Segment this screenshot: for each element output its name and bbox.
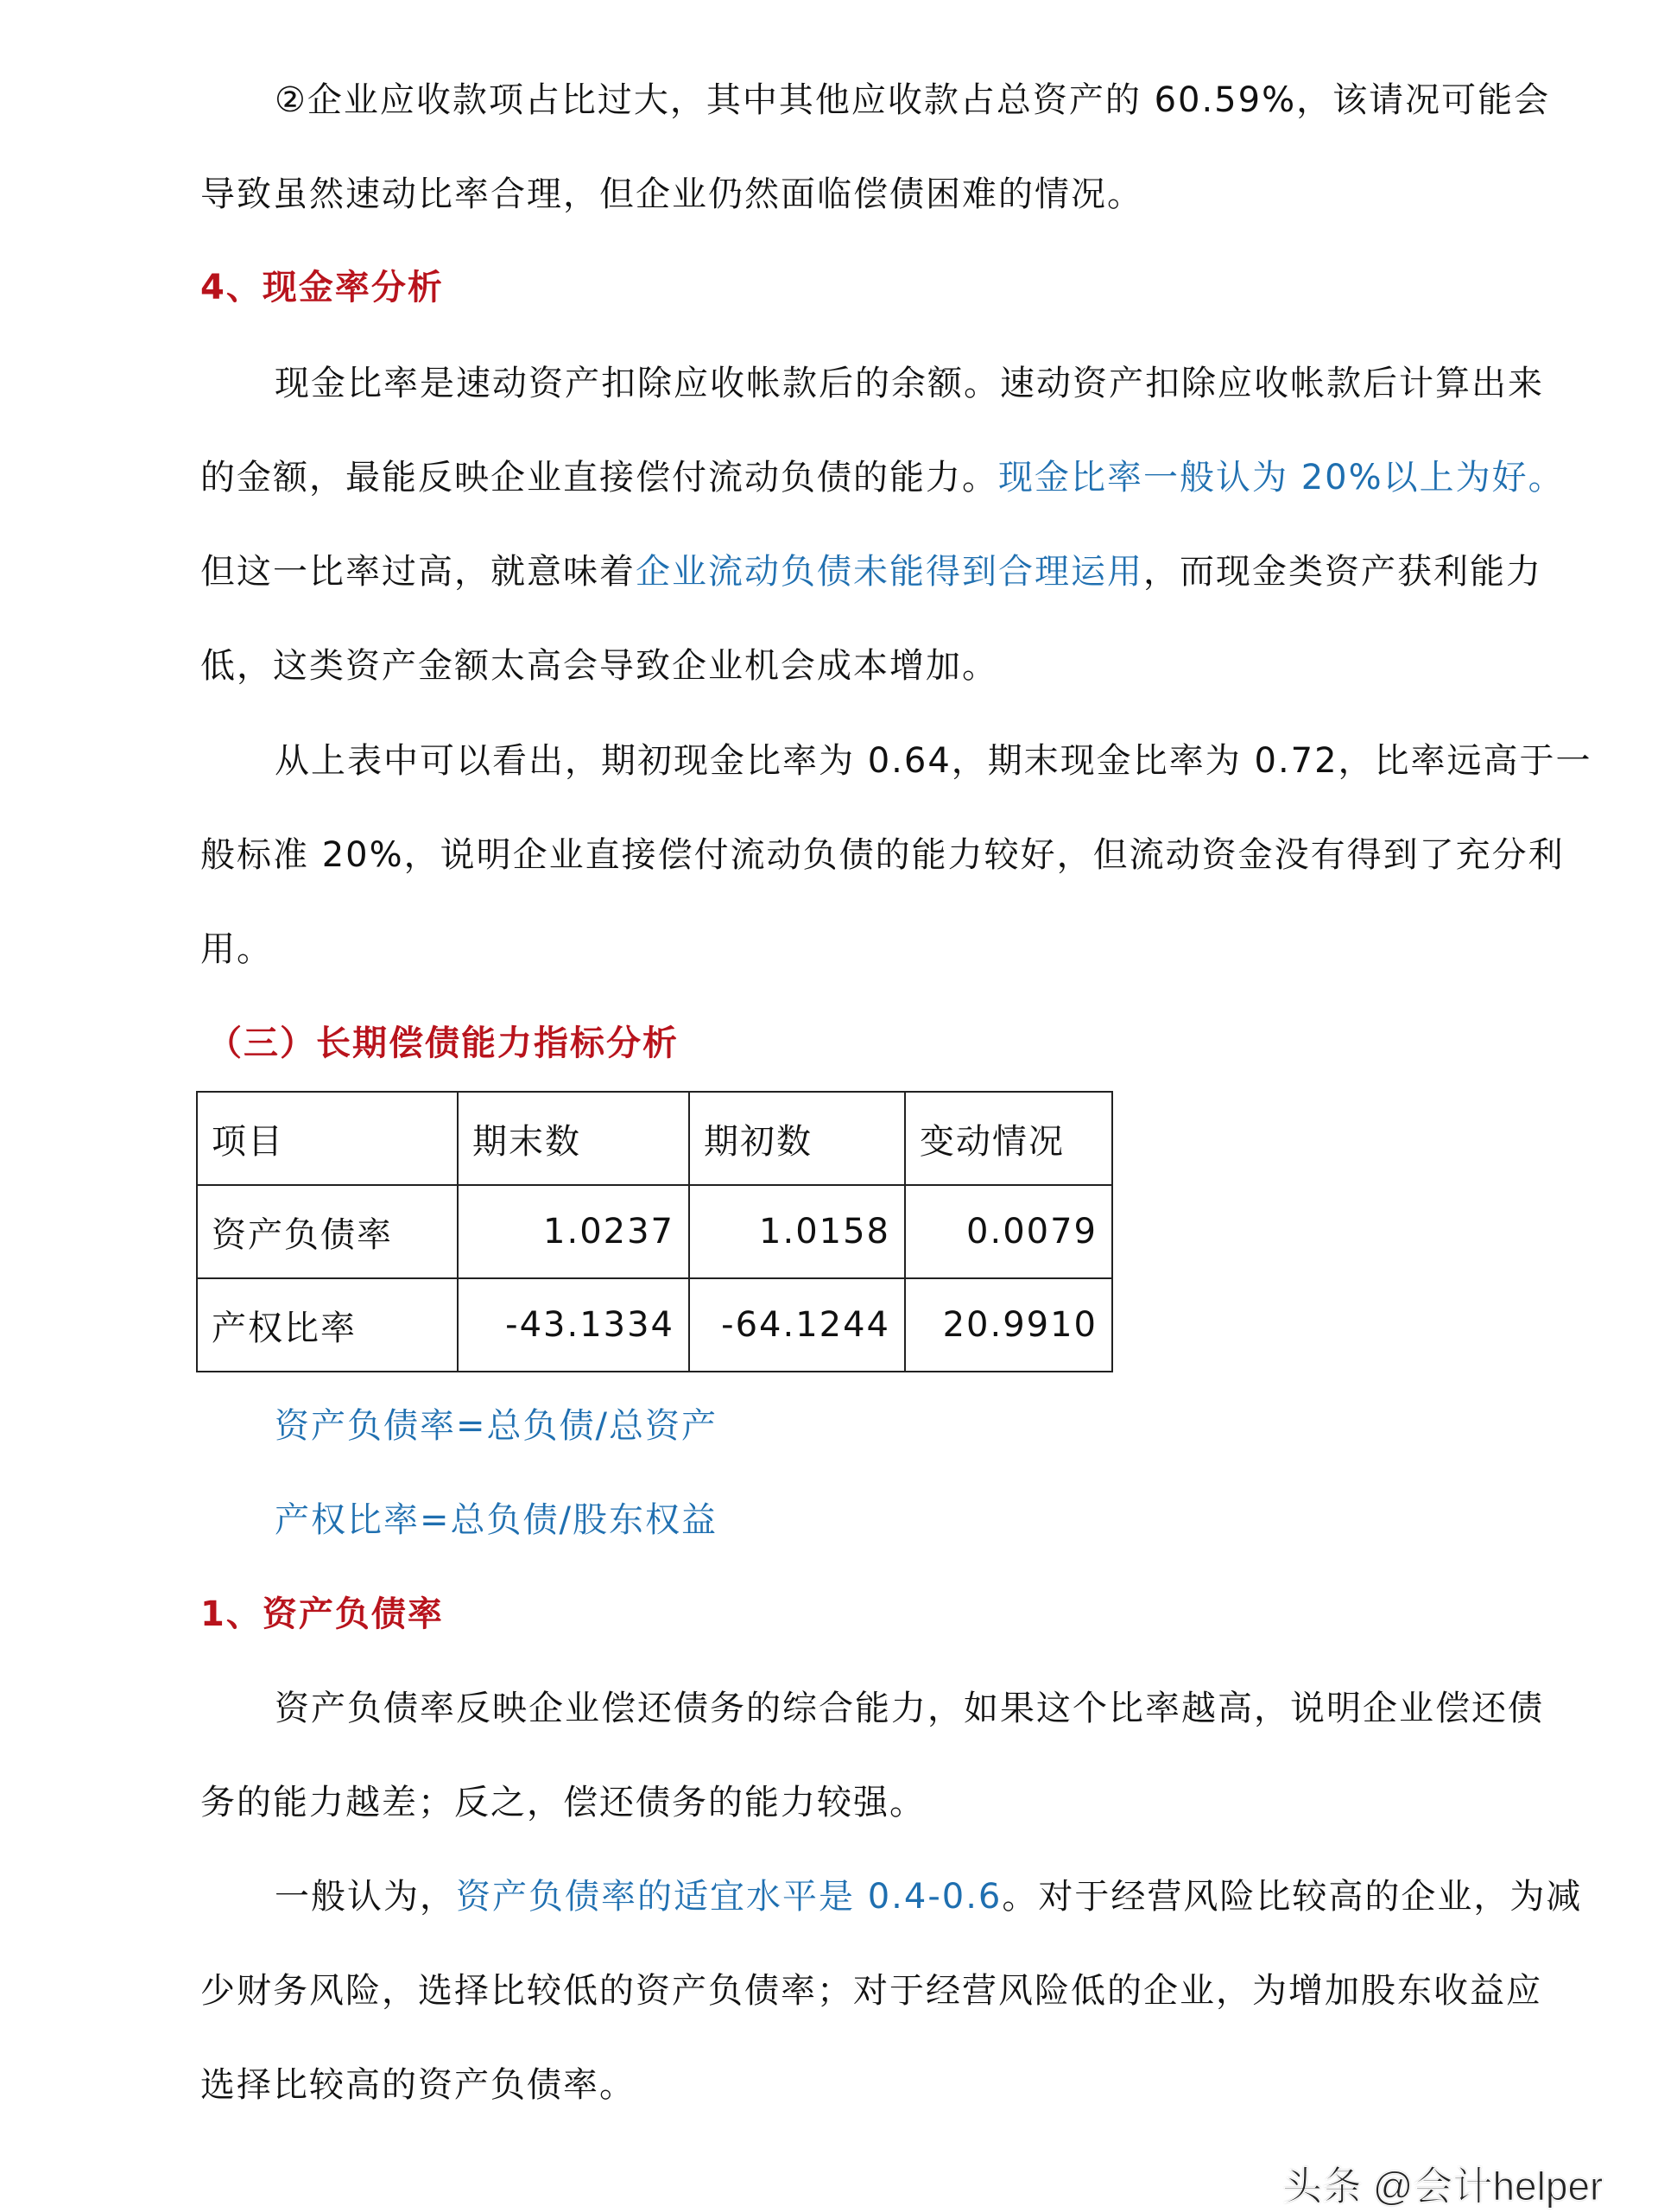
cash-ratio-p1-line2 (200, 452, 1582, 504)
cash-ratio-highlight: 现金比率一般认为 20%以上为好。 (998, 458, 1565, 498)
table-cell: -64.1244 (689, 1278, 905, 1372)
cash-ratio-highlight-2: 企业流动负债未能得到合理运用 (636, 552, 1143, 592)
debt-ratio-p2-line1-text: 一般认为， (275, 1877, 456, 1917)
table-cell: 0.0079 (905, 1185, 1112, 1278)
heading-debt-ratio: 1、资产负债率 (200, 1594, 444, 1634)
cash-ratio-p1-line1: 现金比率是速动资产扣除应收帐款后的余额。速动资产扣除应收帐款后计算出来 (275, 364, 1544, 403)
table-cell: -43.1334 (458, 1278, 689, 1372)
paragraph-receivables-line1: ②企业应收款项占比过大，其中其他应收款占总资产的 60.59%，该请况可能会 (275, 80, 1551, 120)
cash-ratio-p1-line3-tail: ，而现金类资产获利能力 (1143, 552, 1542, 592)
table-cell: 20.9910 (905, 1278, 1112, 1372)
table-header-cell: 期末数 (458, 1092, 689, 1185)
debt-ratio-highlight: 资产负债率的适宜水平是 0.4-0.6 (456, 1877, 1003, 1917)
table-cell-label: 资产负债率 (197, 1185, 458, 1278)
table-row (197, 1278, 1112, 1372)
heading-cash-ratio: 4、现金率分析 (200, 268, 444, 307)
table-cell-label: 产权比率 (197, 1278, 458, 1372)
heading-long-term-solvency: （三）长期偿债能力指标分析 (207, 1024, 679, 1063)
table-cell: 1.0158 (689, 1185, 905, 1278)
table-row (197, 1185, 1112, 1278)
table-cell: 1.0237 (458, 1185, 689, 1278)
cash-ratio-p1-line4: 低，这类资产金额太高会导致企业机会成本增加。 (200, 646, 998, 686)
formula-debt-ratio: 资产负债率=总负债/总资产 (275, 1406, 718, 1446)
watermark: 头条 @会计helper (1282, 2164, 1604, 2209)
debt-ratio-p2-line2: 少财务风险，选择比较低的资产负债率；对于经营风险低的企业，为增加股东收益应 (200, 1971, 1542, 2011)
debt-ratio-p2-line3: 选择比较高的资产负债率。 (200, 2065, 636, 2105)
table-header-cell: 变动情况 (905, 1092, 1112, 1185)
table-header-row (197, 1092, 1112, 1185)
table-header-cell: 期初数 (689, 1092, 905, 1185)
debt-ratio-p1-line2: 务的能力越差；反之，偿还债务的能力较强。 (200, 1783, 926, 1822)
formula-equity-ratio: 产权比率=总负债/股东权益 (275, 1500, 718, 1540)
cash-ratio-p1-line3 (200, 546, 1582, 598)
paragraph-receivables-line2: 导致虽然速动比率合理，但企业仍然面临偿债困难的情况。 (200, 174, 1143, 214)
cash-ratio-p2-line1: 从上表中可以看出，期初现金比率为 0.64，期末现金比率为 0.72，比率远高于一 (275, 741, 1592, 781)
debt-ratio-p2-line1 (275, 1871, 1656, 1923)
debt-ratio-p2-line1-tail: 。对于经营风险比较高的企业，为减 (1002, 1877, 1583, 1917)
cash-ratio-p2-line2: 般标准 20%，说明企业直接偿付流动负债的能力较好，但流动资金没有得到了充分利 (200, 835, 1565, 875)
cash-ratio-p2-line3: 用。 (200, 929, 273, 969)
debt-ratio-p1-line1: 资产负债率反映企业偿还债务的综合能力，如果这个比率越高，说明企业偿还债 (275, 1689, 1544, 1728)
cash-ratio-p1-line3-text: 但这一比率过高，就意味着 (200, 552, 636, 592)
cash-ratio-p1-line2-text: 的金额，最能反映企业直接偿付流动负债的能力。 (200, 458, 998, 498)
table-header-cell: 项目 (197, 1092, 458, 1185)
long-term-solvency-table (196, 1091, 1113, 1372)
